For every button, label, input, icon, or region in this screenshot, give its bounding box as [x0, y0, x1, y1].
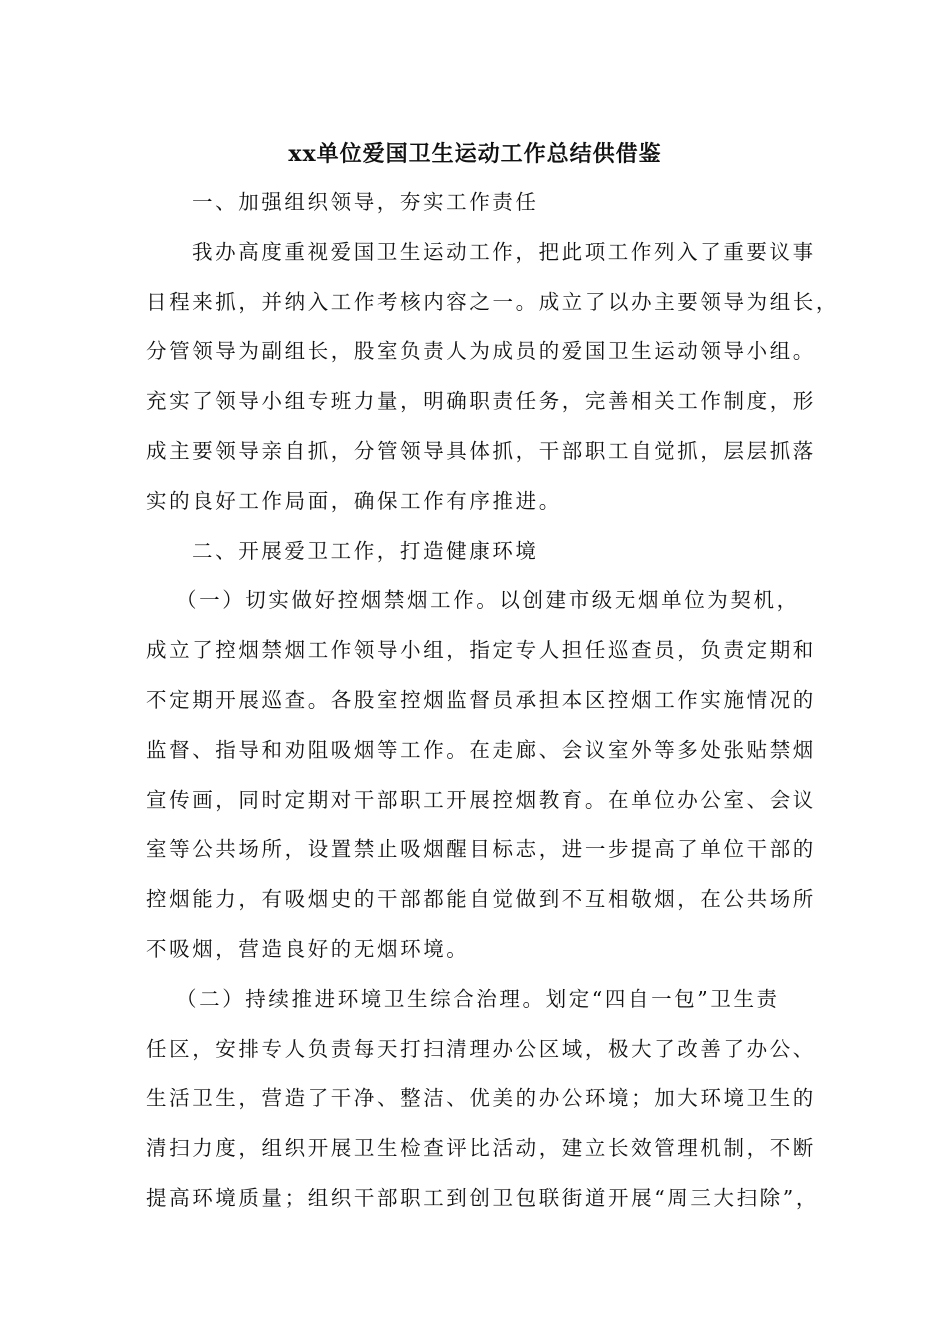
- document-title: xx单位爱国卫生运动工作总结供借鉴: [288, 141, 662, 167]
- paragraph-line: 充实了领导小组专班力量，明确职责任务，完善相关工作制度，形: [146, 389, 816, 414]
- paragraph-line: 不定期开展巡查。各股室控烟监督员承担本区控烟工作实施情况的: [146, 687, 816, 712]
- section-heading-2: 二、开展爱卫工作，打造健康环境: [192, 538, 539, 563]
- document-body: [146, 178, 839, 1224]
- paragraph-line: 成立了控烟禁烟工作领导小组，指定专人担任巡查员，负责定期和: [146, 638, 816, 663]
- paragraph-line: 不吸烟，营造良好的无烟环境。: [146, 936, 470, 961]
- paragraph-line: 提高环境质量；组织干部职工到创卫包联街道开展“周三大扫除”，: [146, 1185, 819, 1210]
- paragraph-line: 清扫力度，组织开展卫生检查评比活动，建立长效管理机制，不断: [146, 1136, 816, 1161]
- paragraph-line: 分管领导为副组长，股室负责人为成员的爱国卫生运动领导小组。: [146, 339, 816, 364]
- paragraph-line: 生活卫生，营造了干净、整洁、优美的办公环境；加大环境卫生的: [146, 1086, 816, 1111]
- subsection-heading-1: （一）切实做好控烟禁烟工作。以创建市级无烟单位为契机，: [176, 588, 800, 613]
- paragraph-line: 我办高度重视爱国卫生运动工作，把此项工作列入了重要议事: [192, 239, 816, 264]
- section-heading-1: 一、加强组织领导，夯实工作责任: [192, 190, 539, 214]
- paragraph-line: 宣传画，同时定期对干部职工开展控烟教育。在单位办公室、会议: [146, 787, 816, 812]
- paragraph-line: 实的良好工作局面，确保工作有序推进。: [146, 488, 562, 513]
- paragraph-line: 任区，安排专人负责每天打扫清理办公区域，极大了改善了办公、: [146, 1036, 816, 1061]
- paragraph-line: 监督、指导和劝阻吸烟等工作。在走廊、会议室外等多处张贴禁烟: [146, 737, 816, 762]
- paragraph-line: 控烟能力，有吸烟史的干部都能自觉做到不互相敬烟，在公共场所: [146, 887, 816, 912]
- paragraph-line: 日程来抓，并纳入工作考核内容之一。成立了以办主要领导为组长，: [146, 289, 839, 314]
- paragraph-line: 成主要领导亲自抓，分管领导具体抓，干部职工自觉抓，层层抓落: [146, 438, 816, 463]
- subsection-heading-2: （二）持续推进环境卫生综合治理。划定“四自一包”卫生责: [176, 986, 780, 1011]
- paragraph-line: 室等公共场所，设置禁止吸烟醒目标志，进一步提高了单位干部的: [146, 837, 816, 862]
